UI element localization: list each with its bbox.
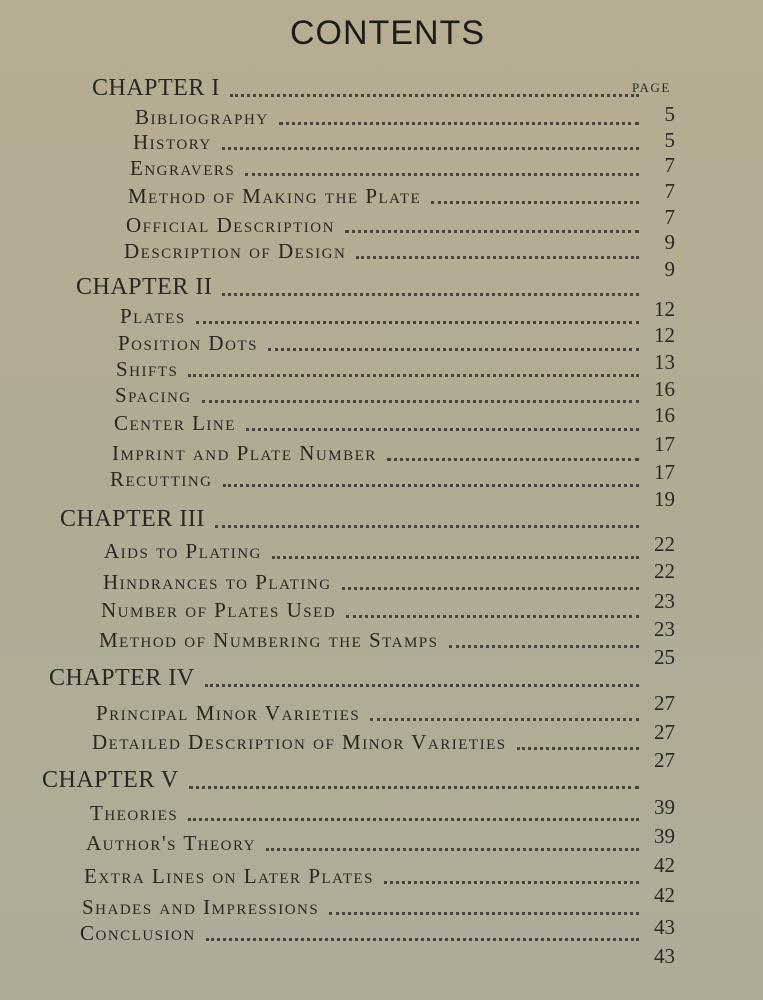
toc-entry-label: CHAPTER III: [60, 506, 205, 532]
dot-leader: [196, 321, 639, 324]
toc-section-entry: [82, 894, 639, 920]
dot-leader: [431, 201, 639, 204]
toc-section-entry: [124, 238, 639, 264]
dot-leader: [517, 747, 639, 750]
toc-page-number: 27: [654, 720, 675, 744]
dot-leader: [387, 458, 639, 461]
toc-entry-label: Center Line: [114, 411, 236, 435]
toc-section-entry: [103, 569, 639, 595]
toc-page-number: 5: [664, 102, 675, 126]
toc-section-entry: [126, 212, 639, 238]
toc-page-number: 23: [654, 617, 675, 641]
dot-leader: [272, 556, 639, 559]
toc-page-number: 5: [664, 128, 675, 152]
toc-page-number: 19: [654, 487, 675, 511]
toc-section-entry: [128, 183, 639, 209]
toc-entry-label: CHAPTER II: [76, 274, 213, 300]
toc-section-entry: [112, 440, 639, 466]
toc-section-entry: [92, 729, 639, 755]
dot-leader: [356, 256, 639, 259]
toc-section-entry: [84, 863, 639, 889]
toc-entry-label: Conclusion: [80, 921, 196, 945]
toc-page-number: 42: [654, 853, 675, 877]
toc-section-entry: [104, 538, 639, 564]
toc-entry-label: Description of Design: [124, 239, 347, 263]
toc-page-number: 7: [664, 205, 675, 229]
toc-page-number: 17: [654, 460, 675, 484]
toc-entry-label: Number of Plates Used: [101, 598, 337, 622]
toc-entry-label: Official Description: [126, 213, 335, 237]
toc-section-entry: [96, 700, 639, 726]
toc-section-entry: [135, 104, 639, 130]
toc-page-number: 22: [654, 559, 675, 583]
toc-page-number: 25: [654, 645, 675, 669]
toc-page-number: 7: [664, 179, 675, 203]
toc-page-number: 16: [654, 403, 675, 427]
toc-section-entry: [118, 330, 639, 356]
dot-leader: [245, 173, 639, 176]
toc-chapter-heading: [49, 666, 639, 692]
dot-leader: [345, 230, 639, 233]
toc-section-entry: [130, 155, 639, 181]
dot-leader: [215, 525, 639, 528]
toc-page-number: 27: [654, 691, 675, 715]
toc-entry-label: Extra Lines on Later Plates: [84, 864, 374, 888]
dot-leader: [266, 848, 639, 851]
toc-chapter-heading: [92, 76, 639, 102]
toc-chapter-heading: [42, 768, 639, 794]
dot-leader: [329, 912, 639, 915]
dot-leader: [222, 147, 639, 150]
toc-section-entry: [115, 382, 639, 408]
toc-page-number: 42: [654, 883, 675, 907]
dot-leader: [449, 645, 640, 648]
toc-entry-label: Shifts: [116, 357, 179, 381]
toc-page-number: 22: [654, 532, 675, 556]
toc-page-number: 39: [654, 795, 675, 819]
dot-leader: [279, 122, 639, 125]
toc-entry-label: Method of Making the Plate: [128, 184, 422, 208]
dot-leader: [205, 684, 639, 687]
page-title: CONTENTS: [290, 14, 485, 52]
toc-entry-label: Engravers: [130, 156, 236, 180]
toc-page-number: 23: [654, 589, 675, 613]
toc-section-entry: [114, 410, 639, 436]
dot-leader: [189, 786, 639, 789]
toc-section-entry: [120, 303, 639, 329]
toc-section-entry: [116, 356, 639, 382]
toc-section-entry: [133, 129, 639, 155]
dot-leader: [384, 881, 639, 884]
toc-page-number: 12: [654, 323, 675, 347]
toc-section-entry: [99, 627, 639, 653]
toc-page-number: 9: [664, 257, 675, 281]
dot-leader: [346, 615, 639, 618]
dot-leader: [222, 293, 639, 296]
toc-section-entry: [101, 597, 639, 623]
toc-entry-label: CHAPTER V: [42, 767, 179, 793]
dot-leader: [246, 428, 639, 431]
toc-entry-label: Bibliography: [135, 105, 269, 129]
toc-entry-label: CHAPTER IV: [49, 665, 195, 691]
page-column-label: PAGE: [632, 80, 671, 95]
toc-page-number: 27: [654, 748, 675, 772]
toc-entry-label: Spacing: [115, 383, 192, 407]
toc-chapter-heading: [60, 507, 639, 533]
toc-entry-label: Hindrances to Plating: [103, 570, 332, 594]
toc-section-entry: [80, 920, 639, 946]
toc-entry-label: Plates: [120, 304, 186, 328]
toc-page-number: 17: [654, 432, 675, 456]
toc-entry-label: Recutting: [110, 467, 213, 491]
toc-entry-label: Principal Minor Varieties: [96, 701, 361, 725]
dot-leader: [206, 938, 639, 941]
toc-entry-label: Aids to Plating: [104, 539, 262, 563]
dot-leader: [223, 484, 640, 487]
toc-entry-label: History: [133, 130, 212, 154]
toc-page-number: 7: [664, 153, 675, 177]
toc-page-number: 39: [654, 824, 675, 848]
toc-entry-label: Shades and Impressions: [82, 895, 320, 919]
toc-entry-label: Method of Numbering the Stamps: [99, 628, 439, 652]
dot-leader: [370, 718, 639, 721]
toc-page-number: 9: [664, 230, 675, 254]
toc-page-number: 13: [654, 350, 675, 374]
toc-section-entry: [86, 830, 639, 856]
toc-entry-label: Detailed Description of Minor Varieties: [92, 730, 507, 754]
toc-entry-label: Author's Theory: [86, 831, 256, 855]
toc-section-entry: [110, 466, 639, 492]
toc-page-number: 16: [654, 377, 675, 401]
dot-leader: [188, 818, 639, 821]
toc-entry-label: CHAPTER I: [92, 75, 220, 101]
dot-leader: [268, 348, 639, 351]
toc-entry-label: Position Dots: [118, 331, 258, 355]
toc-page-number: 12: [654, 297, 675, 321]
toc-page-number: 43: [654, 944, 675, 968]
dot-leader: [188, 374, 639, 377]
dot-leader: [230, 94, 639, 97]
toc-entry-label: Theories: [90, 801, 179, 825]
dot-leader: [202, 400, 639, 403]
toc-entry-label: Imprint and Plate Number: [112, 441, 377, 465]
toc-section-entry: [90, 800, 639, 826]
dot-leader: [342, 587, 639, 590]
toc-chapter-heading: [76, 275, 639, 301]
toc-page-number: 43: [654, 915, 675, 939]
